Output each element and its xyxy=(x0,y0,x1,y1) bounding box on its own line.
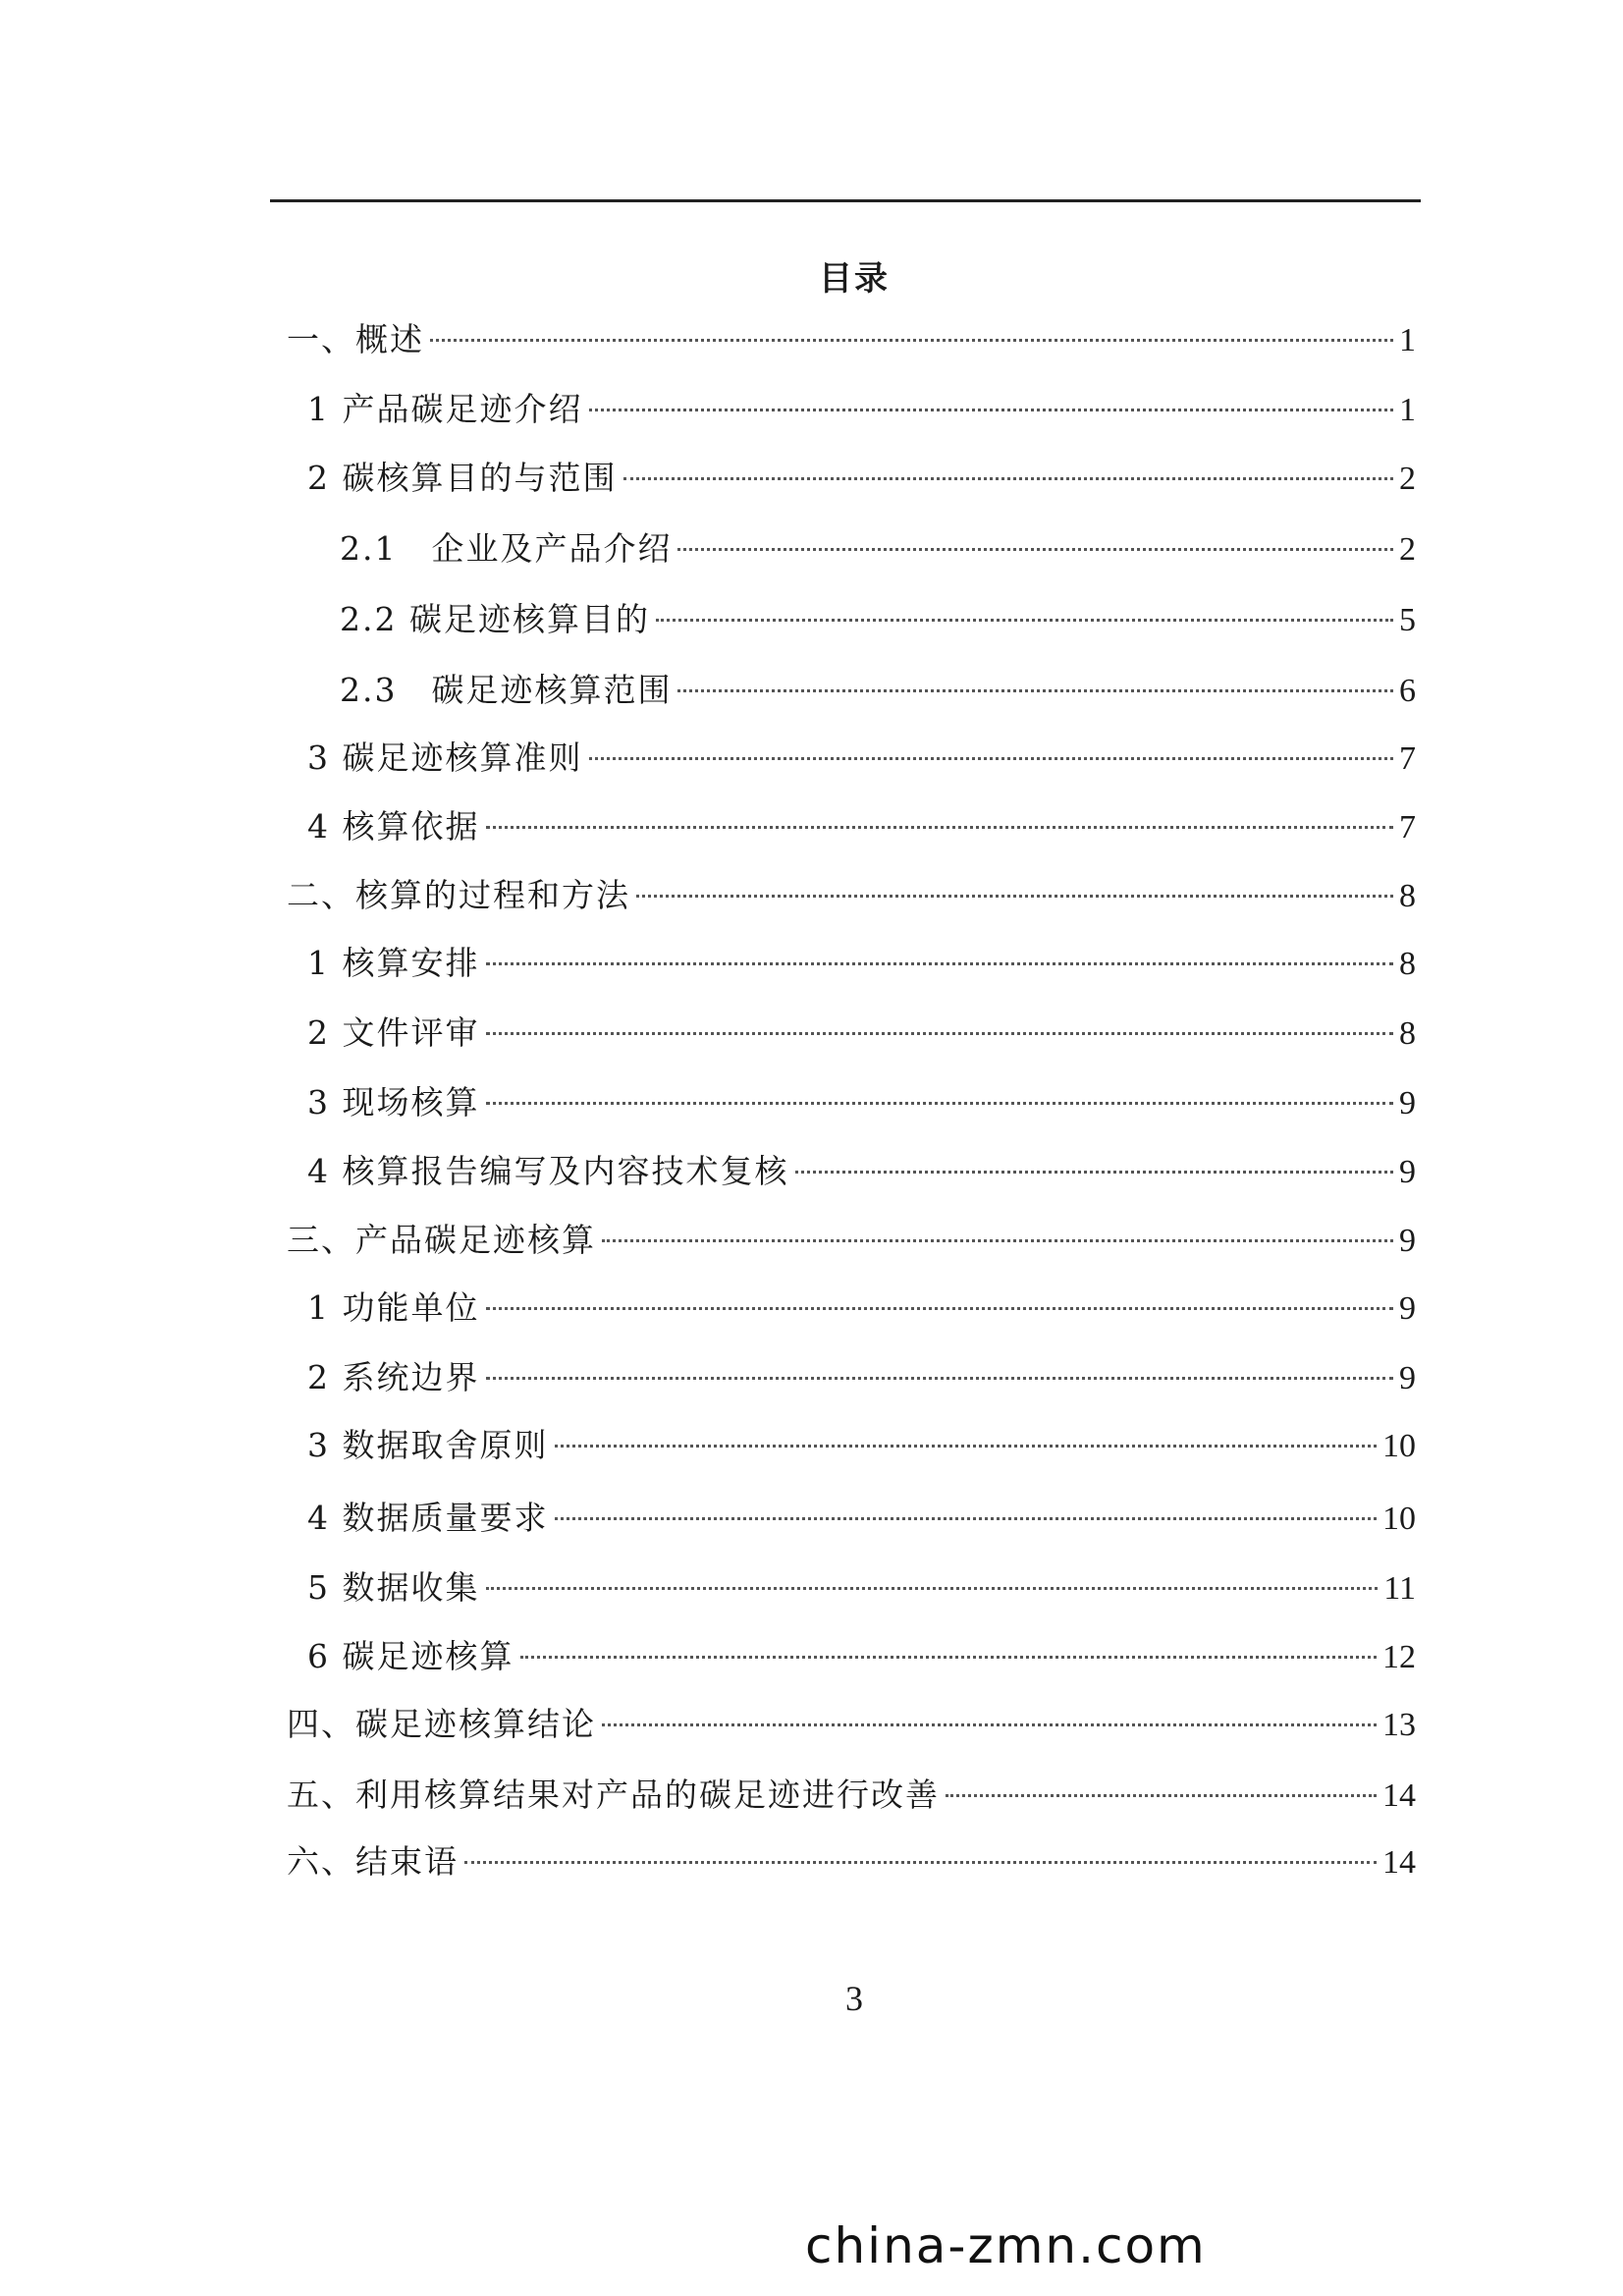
toc-entry[interactable] xyxy=(340,667,1416,714)
toc-leader-dots xyxy=(464,1861,1377,1864)
toc-entry[interactable] xyxy=(307,1564,1416,1612)
toc-entry-page: 6 xyxy=(1399,673,1416,709)
toc-entry-label: 2.3 碳足迹核算范围 xyxy=(340,671,673,709)
toc-entry-label: 4 核算依据 xyxy=(307,807,480,846)
toc-entry[interactable] xyxy=(287,1772,1416,1819)
toc-entry-page: 8 xyxy=(1399,878,1416,914)
toc-entry-label: 3 数据取舍原则 xyxy=(307,1426,549,1464)
toc-leader-dots xyxy=(486,1102,1394,1105)
toc-entry-page: 1 xyxy=(1399,392,1416,428)
toc-entry-label: 5 数据收集 xyxy=(307,1568,480,1607)
toc-entry-label: 三、产品碳足迹核算 xyxy=(287,1221,596,1259)
toc-leader-dots xyxy=(555,1445,1378,1448)
toc-leader-dots xyxy=(486,1587,1379,1590)
toc-entry-label: 2 系统边界 xyxy=(307,1358,480,1396)
toc-entry-label: 4 核算报告编写及内容技术复核 xyxy=(307,1152,789,1190)
toc-entry-page: 10 xyxy=(1382,1428,1416,1464)
toc-entry[interactable] xyxy=(307,1422,1416,1469)
header-rule xyxy=(270,199,1421,202)
toc-entry[interactable] xyxy=(287,872,1416,919)
toc-leader-dots xyxy=(486,962,1394,965)
toc-entry-label: 四、碳足迹核算结论 xyxy=(287,1705,596,1743)
toc-entry-label: 1 功能单位 xyxy=(307,1288,480,1327)
toc-entry-page: 9 xyxy=(1399,1290,1416,1327)
toc-entry-label: 五、利用核算结果对产品的碳足迹进行改善 xyxy=(287,1776,940,1814)
toc-leader-dots xyxy=(486,1377,1394,1380)
toc-entry-page: 9 xyxy=(1399,1085,1416,1121)
toc-title: 目录 xyxy=(819,259,890,299)
toc-entry-page: 7 xyxy=(1399,809,1416,846)
toc-entry-page: 10 xyxy=(1382,1501,1416,1537)
toc-entry-page: 11 xyxy=(1383,1570,1416,1607)
toc-leader-dots xyxy=(636,895,1393,898)
toc-entry-page: 9 xyxy=(1399,1360,1416,1396)
toc-leader-dots xyxy=(486,826,1394,829)
toc-entry[interactable] xyxy=(307,1285,1416,1332)
toc-entry-page: 9 xyxy=(1399,1223,1416,1259)
toc-entry[interactable] xyxy=(287,1217,1416,1264)
toc-leader-dots xyxy=(656,619,1393,622)
toc-entry-page: 5 xyxy=(1399,602,1416,638)
toc-entry[interactable] xyxy=(340,596,1416,643)
toc-entry-page: 12 xyxy=(1382,1639,1416,1675)
toc-entry-page: 2 xyxy=(1399,531,1416,568)
toc-entry-label: 2.1 企业及产品介绍 xyxy=(340,529,673,568)
toc-entry-page: 8 xyxy=(1399,946,1416,982)
toc-entry-page: 7 xyxy=(1399,740,1416,777)
toc-leader-dots xyxy=(589,757,1394,760)
toc-entry-label: 六、结束语 xyxy=(287,1842,459,1881)
toc-entry[interactable] xyxy=(307,803,1416,850)
toc-leader-dots xyxy=(486,1307,1394,1310)
watermark: china-zmn.com xyxy=(805,2217,1207,2274)
toc-entry-label: 2.2 碳足迹核算目的 xyxy=(340,600,650,638)
toc-entry-page: 13 xyxy=(1382,1707,1416,1743)
toc-entry[interactable] xyxy=(307,940,1416,987)
toc-entry-label: 二、核算的过程和方法 xyxy=(287,876,630,914)
toc-entry-page: 14 xyxy=(1382,1844,1416,1881)
toc-entry-label: 2 碳核算目的与范围 xyxy=(307,459,618,497)
toc-entry[interactable] xyxy=(307,1079,1416,1126)
toc-entry-label: 一、概述 xyxy=(287,320,424,358)
toc-entry-label: 4 数据质量要求 xyxy=(307,1499,549,1537)
toc-entry[interactable] xyxy=(307,735,1416,782)
toc-leader-dots xyxy=(623,477,1394,480)
toc-entry[interactable] xyxy=(307,1495,1416,1542)
toc-leader-dots xyxy=(946,1794,1377,1797)
toc-leader-dots xyxy=(555,1517,1378,1520)
toc-entry[interactable] xyxy=(307,1354,1416,1401)
toc-entry[interactable] xyxy=(307,1633,1416,1680)
page-number: 3 xyxy=(845,1979,863,2018)
toc-entry[interactable] xyxy=(287,1838,1416,1886)
toc-entry-label: 3 现场核算 xyxy=(307,1083,480,1121)
toc-leader-dots xyxy=(520,1656,1378,1659)
toc-entry-label: 3 碳足迹核算准则 xyxy=(307,738,583,777)
toc-leader-dots xyxy=(602,1723,1377,1726)
toc-leader-dots xyxy=(677,689,1393,692)
toc-entry[interactable] xyxy=(287,316,1416,363)
toc-leader-dots xyxy=(795,1171,1394,1174)
toc-entry-label: 2 文件评审 xyxy=(307,1013,480,1052)
toc-leader-dots xyxy=(677,548,1393,551)
toc-entry[interactable] xyxy=(307,455,1416,502)
toc-entry-page: 8 xyxy=(1399,1015,1416,1052)
toc-entry-label: 1 核算安排 xyxy=(307,944,480,982)
toc-entry[interactable] xyxy=(287,1701,1416,1748)
toc-entry-label: 1 产品碳足迹介绍 xyxy=(307,390,583,428)
toc-entry[interactable] xyxy=(307,386,1416,433)
toc-entry-page: 14 xyxy=(1382,1777,1416,1814)
toc-entry[interactable] xyxy=(307,1010,1416,1057)
toc-entry[interactable] xyxy=(340,525,1416,573)
toc-leader-dots xyxy=(602,1239,1393,1242)
toc-leader-dots xyxy=(486,1032,1394,1035)
toc-leader-dots xyxy=(430,339,1393,342)
toc-entry-page: 1 xyxy=(1399,322,1416,358)
toc-entry-page: 2 xyxy=(1399,461,1416,497)
toc-entry[interactable] xyxy=(307,1148,1416,1195)
toc-entry-label: 6 碳足迹核算 xyxy=(307,1637,514,1675)
toc-entry-page: 9 xyxy=(1399,1154,1416,1190)
toc-leader-dots xyxy=(589,409,1394,411)
